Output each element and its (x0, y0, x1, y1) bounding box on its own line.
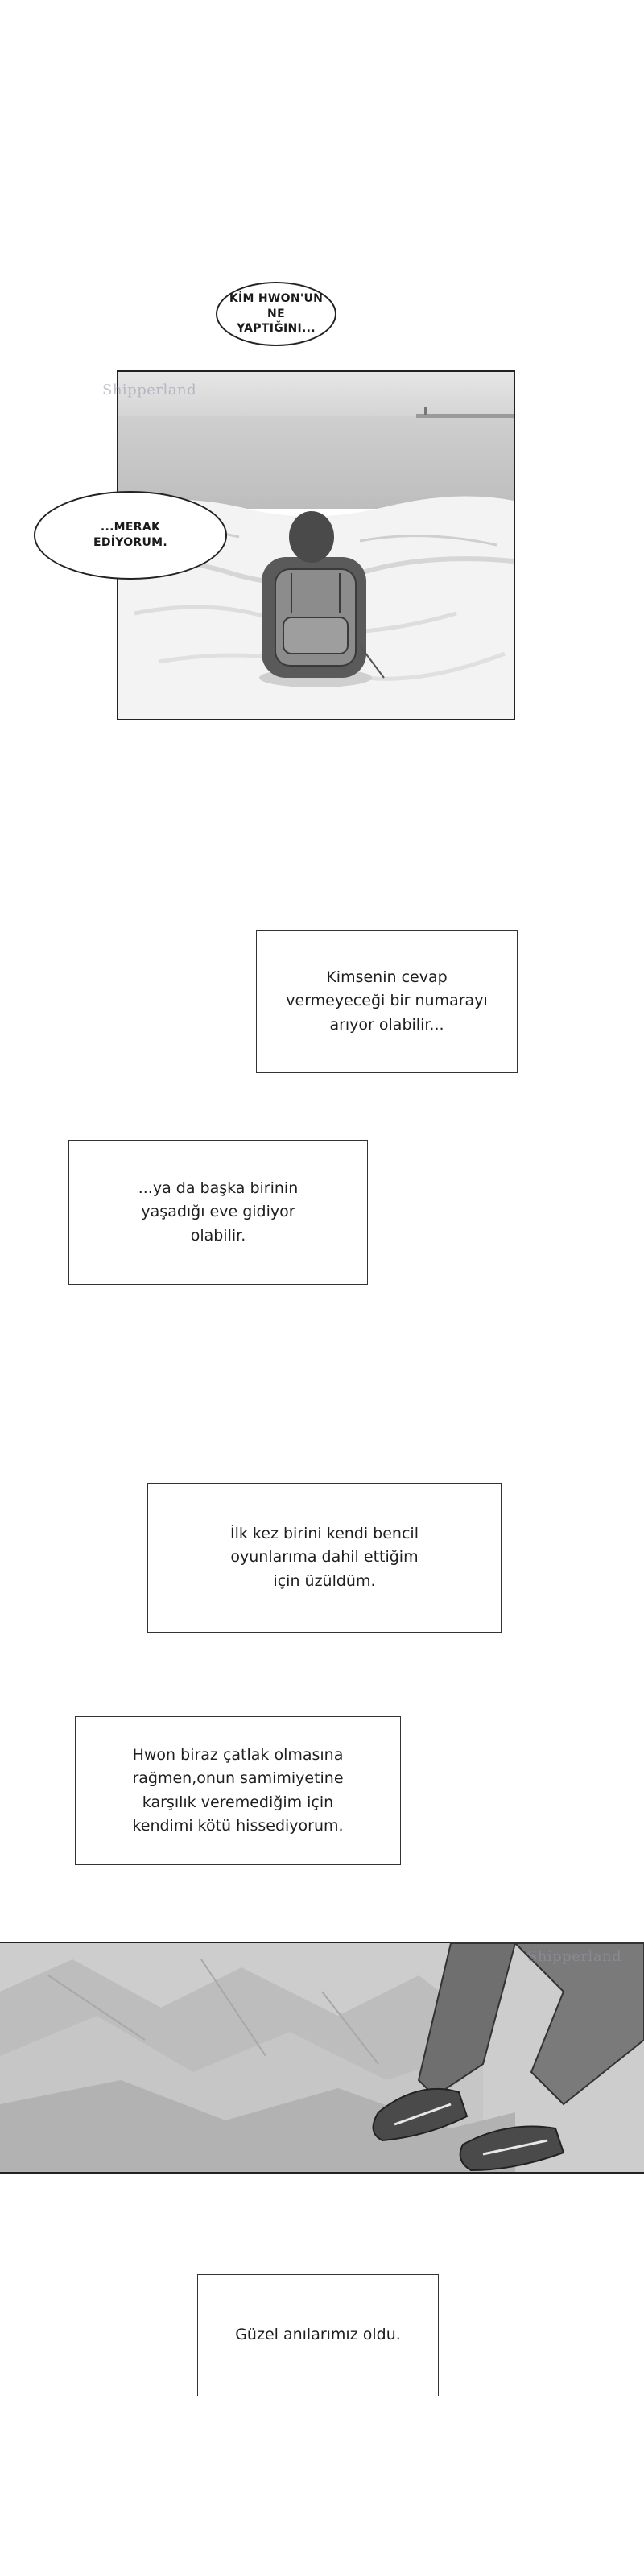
caption-3-text: İlk kez birini kendi bencil oyunlarıma dahil ettiğim için üzüldüm. (230, 1524, 419, 1590)
caption-box-5 (197, 2274, 439, 2396)
panel-shoes (0, 1942, 644, 2174)
caption-2-text: ...ya da başka birinin yaşadığı eve gidiyor olabilir. (138, 1179, 299, 1245)
speech-bubble-left (34, 491, 227, 580)
caption-box-1 (256, 930, 518, 1073)
watermark-2: Shipperland (527, 1948, 622, 1965)
caption-box-2 (68, 1140, 368, 1285)
caption-4-text: Hwon biraz çatlak olmasına rağmen,onun samimiyetine karşılık veremediğim için kendimi kötü hissediyorum. (132, 1745, 344, 1835)
panel-shoes-illustration (0, 1943, 644, 2172)
speech-bubble-left-text: ...MERAK EDİYORUM. (93, 521, 168, 549)
speech-bubble-top-text: KİM HWON'UN NE YAPTIĞINI... (229, 291, 324, 336)
speech-bubble-top (216, 282, 336, 346)
caption-5-text: Güzel anılarımız oldu. (235, 2326, 401, 2344)
caption-box-4 (75, 1716, 401, 1865)
watermark-1: Shipperland (102, 382, 197, 398)
caption-1-text: Kimsenin cevap vermeyeceği bir numarayı arıyor olabilir... (286, 968, 488, 1034)
caption-box-3 (147, 1483, 502, 1633)
